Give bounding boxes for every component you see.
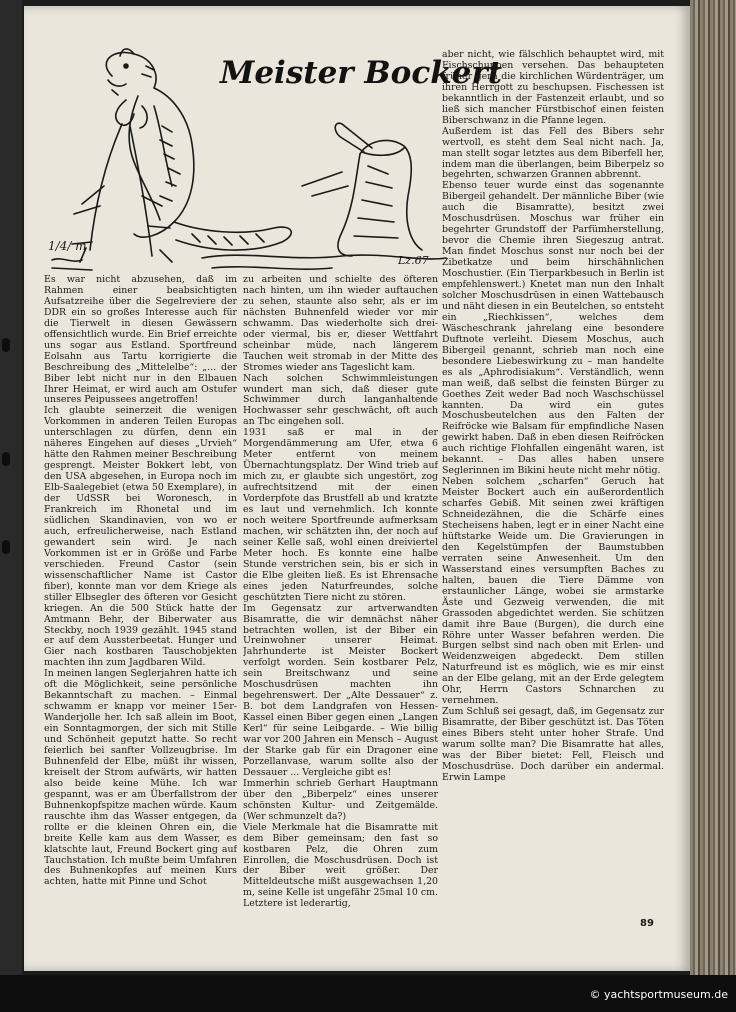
paragraph: In meinen langen Seglerjahren hatte ich oft die Möglichkeit, seine persönliche Bekanntschaft zu machen. – Einmal schwamm er knapp vor meiner 15er-Wanderjolle her. Ich saß allein im Boot, ein Sonntagmorgen, der sich mit Stille und Schönheit geputzt hatte. So recht feierlich bei sanfter Vollzeugbrise. Im Buhnenfeld der Elbe, müßt ihr wissen, kreiselt der Strom aufwärts, wir hatten also beide keine Mühe. Ich war gespannt, was er am Überfallstrom der Buhnenkopfspitze machen würde. Kaum rauschte ihm das Wasser entgegen, da rollte er die kleinen Ohren ein, die breite Kelle kam aus dem Wasser, es klatschte laut, Freund Bockert ging auf Tauchstation. Ich mußte beim Umfahren des Buhnenkopfes auf meinen Kurs achten, hatte mit Pinne und Schot (44, 668, 237, 888)
binder-holes (0, 300, 12, 560)
magazine-page (24, 6, 690, 971)
paragraph: Nach solchen Schwimmleistungen wundert man sich, daß dieser gute Schwimmer durch langanhaltende Hochwasser sehr geschwächt, oft auch an Tbc eingehen soll. (243, 372, 438, 428)
paragraph: Neben solchem „scharfen“ Geruch hat Meister Bockert auch ein außerordentlich scharfes Gebiß. Mit seinen zwei kräftigen Schneidezähnen, die die Schärfe eines Stecheisens haben, legt er in einer Nacht eine hüftstarke Weide um. Die Gravierungen in den Kegelstümpfen der Baumstubben verraten seine Anwesenheit. Um den Wasserstand eines versumpften Baches zu halten, bauen die Tiere Dämme von erstaunlicher Länge, wobei sie armstarke Äste und Gezweig verwenden, die mit Grassoden abgedichtet werden. Sie schützen damit ihre Baue (Burgen), die durch eine Röhre unter Wasser befahren werden. Die Burgen selbst sind nach oben mit Erlen- und Weidenzweigen abgedeckt. Dem stillen Naturfreund ist es möglich, wie es mir einst an der Elbe gelang, mit an der Erde gelegtem Ohr, Herrn Castors Schnarchen zu vernehmen. (442, 476, 664, 707)
paragraph: 1931 saß er mal in der Morgendämmerung am Ufer, etwa 6 Meter entfernt von meinem Übernachtungsplatz. Der Wind trieb auf mich zu, er glaubte sich ungestört, zog aufrechtsitzend mit der einen Vorderpfote das Brustfell ab und kratzte es laut und vernehmlich. Ich konnte noch weitere Sportfreunde aufmerksam machen, wir schätzten ihn, der noch auf seiner Kelle saß, wohl einen dreiviertel Meter hoch. Es konnte eine halbe Stunde verstrichen sein, bis er sich in die Elbe gleiten ließ. Es ist Ehrensache eines jeden Naturfreundes, solche geschützten Tiere nicht zu stören. (243, 427, 438, 603)
article-title: Meister Bockert (220, 55, 503, 91)
illustration-date-mark: Lz.67 (398, 254, 429, 267)
paragraph: Viele Merkmale hat die Bisamratte mit dem Biber gemeinsam; den fast so kostbaren Pelz, die Ohren zum Einrollen, die Moschusdrüsen. Doch ist der Biber weit größer. Der Mitteldeutsche mißt ausgewachsen 1,20 m, seine Kelle ist ungefähr 25mal 10 cm. Letztere ist lederartig, (243, 821, 438, 910)
binder-hole (2, 540, 10, 554)
paragraph: aber nicht, wie fälschlich behauptet wird, mit Fischschuppen versehen. Das behaupteten früher gern die kirchlichen Würdenträger, um ihren Herrgott zu beschupsen. Fischessen ist bekanntlich in der Fastenzeit erlaubt, und so ließ sich mancher Fürstbischof einen feisten Biberschwanz in die Pfanne legen. (442, 50, 664, 126)
watermark: © yachtsportmuseum.de (589, 988, 728, 1001)
paragraph: Ebenso teuer wurde einst das sogenannte Bibergeil gehandelt. Der männliche Biber (wie auch die Bisamratte), besitzt zwei Moschusdrüsen. Moschus war früher ein begehrter Grundstoff der Parfümherstellung, bevor die Chemie ihren Siegeszug antrat. Man findet Moschus sonst nur noch bei der Zibetkatze und beim hirschähnlichen Moschustier. (Ein Tierparkbesuch in Berlin ist empfehlenswert.) Knetet man nun den Inhalt solcher Moschusdrüsen in einen Wattebausch und näht diesen in ein Beutelchen, so entsteht ein „Riechkissen“, welches dem Wäscheschrank jahrelang eine besondere Duftnote verleiht. Diesem Moschus, auch Bibergeil genannt, schrieb man noch eine besondere Liebeswirkung zu – man handelte es als „Aphrodisiakum“. Verständlich, wenn man weiß, daß selbst die feinsten Bürger zu Goethes Zeit weder Bad noch Waschschüssel kannten. Da wird ein gutes Moschusbeutelchen aus den Falten der Reifröcke wie Balsam für empfindliche Nasen gewirkt haben. Daß in eben diesen Reifröcken auch richtige Flohfallen eingenäht waren, ist bekannt. – Das alles haben unsere Seglerinnen im Bikini heute nicht mehr nötig. (442, 180, 664, 477)
paragraph: Zum Schluß sei gesagt, daß, im Gegensatz zur Bisamratte, der Biber geschützt ist. Das Töten eines Bibers steht unter hoher Strafe. Und warum sollte man? Die Bisamratte hat alles, was der Biber bietet: Fell, Fleisch und Moschusdrüse. Doch darüber ein andermal. Erwin Lampe (442, 706, 664, 783)
page-number: 89 (640, 918, 654, 929)
text-column-1 (44, 275, 237, 945)
paragraph: Immerhin schrieb Gerhart Hauptmann über den „Biberpelz“ eines unserer schönsten Kultur- und Zeitgemälde. (Wer schmunzelt da?) (243, 777, 438, 822)
paragraph: zu arbeiten und schielte des öfteren nach hinten, um ihn wieder auftauchen zu sehen, staunte also sehr, als er im nächsten Buhnenfeld wieder vor mir schwamm. Das wiederholte sich drei- oder viermal, bis er, dieser Wettfahrt scheinbar müde, nach längerem Tauchen weit stromab in der Mitte des Stromes wieder ans Tageslicht kam. (243, 275, 438, 373)
paragraph: Außerdem ist das Fell des Bibers sehr wertvoll, es steht dem Seal nicht nach. Ja, man stellt sogar letztes aus dem Biberfell her, indem man die überlangen, beim Biberpelz so begehrten, schwarzen Grannen abbrennt. (442, 125, 664, 181)
paragraph: Ich glaubte seinerzeit die wenigen Vorkommen in anderen Teilen Europas unterschlagen zu dürfen, denn ein näheres Eingehen auf dieses „Urvieh“ hätte den Rahmen meiner Beschreibung gesprengt. Meister Bokkert lebt, von den USA abgesehen, in Europa noch im Elb-Saalegebiet (etwa 50 Exemplare), in der UdSSR bei Woronesch, in Frankreich im Rhonetal und im südlichen Skandinavien, von wo er auch, erfreulicherweise, nach Estland gewandert sein wird. Je nach Vorkommen ist er in Größe und Farbe verschieden. Freund Castor (sein wissenschaftlicher Name ist Castor fiber), konnte man vor dem Kriege als stiller Elbsegler des öfteren vor Gesicht kriegen. An die 500 Stück hatte der Amtmann Behr, der Biberwater aus Steckby, noch 1939 gezählt. 1945 stand er auf dem Aussterbeetat. Hunger und Gier nach kostbaren Tauschobjekten machten ihn zum Jagdbaren Wild. (44, 405, 237, 669)
text-column-2 (243, 275, 438, 945)
text-column-3 (442, 50, 664, 920)
paragraph: Es war nicht abzusehen, daß im Rahmen einer beabsichtigten Aufsatzreihe über die Segelreviere der DDR ein so großes Interesse auch für die Tierwelt in diesen Gewässern offensichtlich wurde. Ein Brief erreichte uns sogar aus Estland. Sportfreund Eolsahn aus Tartu korrigierte die Beschreibung des „Mittelelbe“: „... der Biber lebt nicht nur in den Elbauen Ihrer Heimat, er wird auch am Ostufer unseres Peipussees angetroffen! (44, 275, 237, 406)
binder-hole (2, 338, 10, 352)
binder-hole (2, 452, 10, 466)
paragraph: Im Gegensatz zur artverwandten Bisamratte, die wir demnächst näher betrachten wollen, ist der Biber ein Ureinwohner unserer Heimat. Jahrhunderte ist Meister Bockert verfolgt worden. Sein kostbarer Pelz, sein Breitschwanz und seine Moschusdrüsen machten ihn begehrenswert. Der „Alte Dessauer“ z. B. bot dem Landgrafen von Hessen-Kassel einen Biber gegen einen „Langen Kerl“ für seine Leibgarde. – Wie billig war vor 200 Jahren ein Mensch – August der Starke gab für ein Dragoner eine Porzellanvase, warum sollte also der Dessauer ... Vergleiche gibt es! (243, 602, 438, 778)
illustration-signature: 1/4/ m (48, 239, 87, 253)
book-spine (690, 0, 736, 975)
